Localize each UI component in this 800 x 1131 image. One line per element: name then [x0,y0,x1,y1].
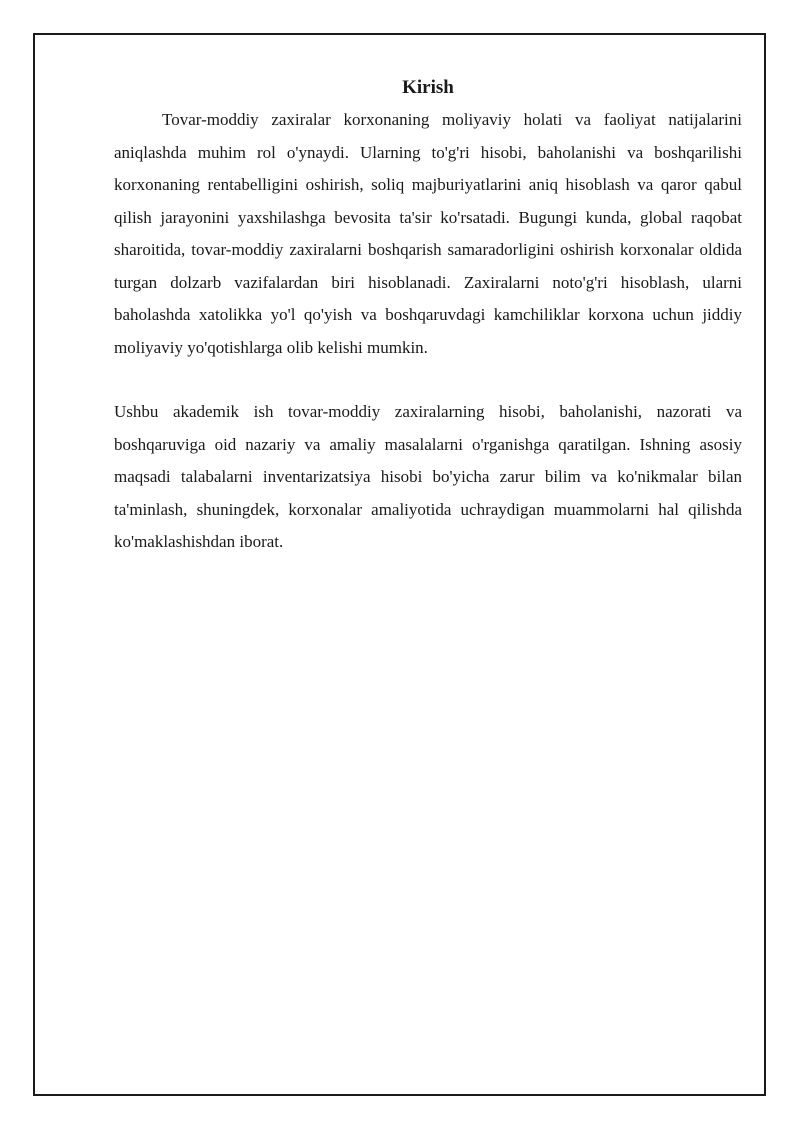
document-body [114,74,742,559]
paragraph-purpose: Ushbu akademik ish tovar-moddiy zaxiralarning hisobi, baholanishi, nazorati va boshqaruviga oid nazariy va amaliy masalalarni o'rganishga qaratilgan. Ishning asosiy maqsadi talabalarni inventarizatsiya hisobi bo'yicha zarur bilim va ko'nikmalar bilan ta'minlash, shuningdek, korxonalar amaliyotida uchraydigan muammolarni hal qilishda ko'maklashishdan iborat. [114,402,742,551]
document-title: Kirish [402,77,454,98]
paragraph-gap [114,364,742,396]
paragraph-intro: Tovar-moddiy zaxiralar korxonaning moliyaviy holati va faoliyat natijalarini aniqlashda muhim rol o'ynaydi. Ularning to'g'ri hisobi, baholanishi va boshqarilishi korxonaning rentabelligini oshirish, soliq majburiyatlarini aniq hisoblash va qaror qabul qilish jarayonini yaxshilashga bevosita ta'sir ko'rsatadi. Bugungi kunda, global raqobat sharoitida, tovar-moddiy zaxiralarni boshqarish samaradorligini oshirish korxonalar oldida turgan dolzarb vazifalardan biri hisoblanadi. Zaxiralarni noto'g'ri hisoblash, ularni baholashda xatolikka yo'l qo'yish va boshqaruvdagi kamchiliklar korxona uchun jiddiy moliyaviy yo'qotishlarga olib kelishi mumkin. [114,110,742,357]
